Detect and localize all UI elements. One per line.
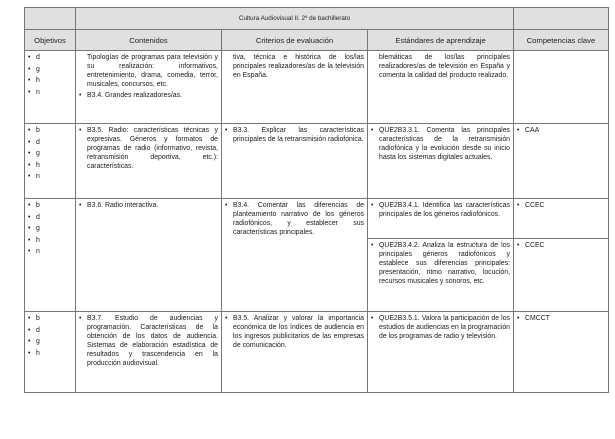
criterio-continuation: tiva, técnica e histórica de los/las principales realizadores/as de la televisión en España. xyxy=(233,54,364,79)
objetivo-item: • h xyxy=(28,77,72,86)
competencia-item: • CMCCT xyxy=(517,315,605,324)
competencias-cell xyxy=(514,51,609,124)
objetivos-cell xyxy=(25,199,76,312)
estandar-continuation: blemáticas de los/las principales realizadores/as de televisión en España y comenta la calidad del producto realizado. xyxy=(379,54,510,79)
contenido-item: • B3.5. Radio: características técnicas y expresivas. Géneros y formatos de programas de radio (informativo, revista, retransmisión deportiva, etc.): características. xyxy=(79,127,218,172)
estandares-cell xyxy=(368,51,514,124)
header-competencias: Competencias clave xyxy=(514,30,609,51)
contenidos-cell xyxy=(76,124,222,199)
header-estandares: Estándares de aprendizaje xyxy=(368,30,514,51)
contenido-item: • B3.7. Estudio de audiencias y programación. Características de la obtención de los datos de audiencia. Sistemas de elaboración estadística de resultados y trascendencia en la producción audiovisual. xyxy=(79,315,218,368)
objetivo-item: • d xyxy=(28,54,72,63)
contenido-continuation: Tipologías de programas para televisión y su realización: informativos, entretenimiento, drama, comedia, terror, musicales, concursos, etc. xyxy=(87,54,218,88)
header-row xyxy=(25,30,609,51)
objetivo-item: • g xyxy=(28,150,72,159)
criterio-item: • B3.3. Explicar las características principales de la retransmisión radiofónica. xyxy=(225,127,364,145)
table-row xyxy=(25,199,609,239)
table-row xyxy=(25,124,609,199)
objetivo-item: • g xyxy=(28,338,72,347)
competencia-item: • CCEC xyxy=(517,242,605,251)
header-criterios: Criterios de evaluación xyxy=(222,30,368,51)
competencias-cell xyxy=(514,239,609,312)
objetivo-item: • b xyxy=(28,315,72,324)
estandar-item: • QUE2B3.3.1. Comenta las principales características de la retransmisión radiofónica y la evolución desde su inicio hasta los sistemas digitales actuales. xyxy=(371,127,510,163)
curriculum-table xyxy=(24,7,609,393)
estandares-cell xyxy=(368,312,514,393)
table-row xyxy=(25,312,609,393)
contenidos-cell xyxy=(76,51,222,124)
competencia-item: • CAA xyxy=(517,127,605,136)
title-row xyxy=(25,8,609,30)
contenidos-cell xyxy=(76,199,222,312)
criterios-cell xyxy=(222,312,368,393)
objetivo-item: • h xyxy=(28,237,72,246)
criterio-item: • B3.4. Comentar las diferencias de planteamiento narrativo de los géneros radiofónicos, y establecer sus características principales. xyxy=(225,202,364,238)
contenidos-cell xyxy=(76,312,222,393)
header-contenidos: Contenidos xyxy=(76,30,222,51)
criterio-item: • B3.5. Analizar y valorar la importancia económica de los índices de audiencia en los ingresos publicitarios de las empresas de comunicación. xyxy=(225,315,364,351)
estandar-item: • QUE2B3.4.1. Identifica las características principales de los géneros radiofónicos. xyxy=(371,202,510,220)
contenido-item: • B3.4. Grandes realizadores/as. xyxy=(79,92,218,101)
estandar-item: • QUE2B3.4.2. Analiza la estructura de los principales géneros radiofónicos y establece sus diferencias principales: presentación, ritmo narrativo, locución, recursos musicales y sonoros, etc. xyxy=(371,242,510,287)
objetivo-item: • h xyxy=(28,162,72,171)
competencias-cell xyxy=(514,199,609,239)
title-spacer-right xyxy=(514,8,609,30)
objetivo-item: • g xyxy=(28,225,72,234)
objetivo-item: • d xyxy=(28,327,72,336)
competencias-cell xyxy=(514,124,609,199)
criterios-cell xyxy=(222,51,368,124)
table-title: Cultura Audiovisual II. 2º de bachillerato xyxy=(76,8,514,30)
criterios-cell xyxy=(222,199,368,312)
criterios-cell xyxy=(222,124,368,199)
objetivos-cell xyxy=(25,51,76,124)
objetivo-item: • n xyxy=(28,89,72,98)
competencias-cell xyxy=(514,312,609,393)
objetivo-item: • n xyxy=(28,173,72,182)
title-spacer xyxy=(25,8,76,30)
table-row xyxy=(25,51,609,124)
objetivo-item: • n xyxy=(28,248,72,257)
competencia-item: • CCEC xyxy=(517,202,605,211)
objetivo-item: • b xyxy=(28,202,72,211)
objetivos-cell xyxy=(25,312,76,393)
estandar-item: • QUE2B3.5.1. Valora la participación de los estudios de audiencias en la programación de los programas de radio y televisión. xyxy=(371,315,510,342)
estandares-cell xyxy=(368,199,514,239)
objetivo-item: • d xyxy=(28,139,72,148)
objetivo-item: • d xyxy=(28,214,72,223)
contenido-item: • B3.6. Radio interactiva. xyxy=(79,202,218,211)
objetivo-item: • h xyxy=(28,350,72,359)
objetivos-cell xyxy=(25,124,76,199)
estandares-cell xyxy=(368,239,514,312)
objetivo-item: • g xyxy=(28,66,72,75)
document-page xyxy=(24,7,608,393)
objetivo-item: • b xyxy=(28,127,72,136)
estandares-cell xyxy=(368,124,514,199)
header-objetivos: Objetivos xyxy=(25,30,76,51)
